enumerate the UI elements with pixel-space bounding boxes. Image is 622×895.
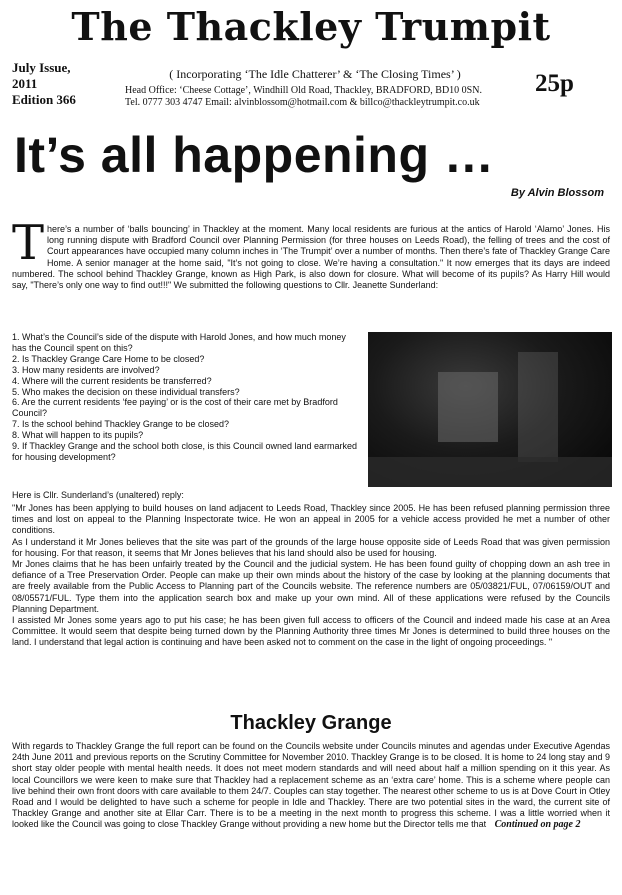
question-item: 5. Who makes the decision on these individual transfers?	[12, 386, 240, 397]
question-item: 6. Are the current residents ‘fee paying’ or is the cost of their care met by Bradford Council?	[12, 397, 338, 419]
contact-details: Tel. 0777 303 4747 Email: alvinblossom@hotmail.com & billco@thackleytrumpit.co.uk	[125, 97, 480, 108]
question-item: 7. Is the school behind Thackley Grange to be closed?	[12, 419, 229, 430]
drop-cap: T	[12, 215, 45, 271]
issue-info	[12, 60, 76, 108]
question-item: 4. Where will the current residents be transferred?	[12, 375, 212, 386]
photo-building-shape	[438, 372, 498, 442]
council-reply	[12, 503, 610, 649]
questions-list	[12, 332, 360, 463]
reply-paragraph: I assisted Mr Jones some years ago to put his case; he has been given full access to officers of the Council and indeed made his case at an Area Committee. It would seem that despite being turned down by the Planning Authority three times Mr Jones is determined to build three houses on the land. I understand that legal action is continuing and have been asked not to comment on the case in the light of ongoing proceedings. "	[12, 615, 610, 648]
reply-label: Here is Cllr. Sunderland’s (unaltered) reply:	[12, 490, 184, 500]
head-office-address: Head Office: ‘Cheese Cottage’, Windhill Old Road, Thackley, BRADFORD, BD10 0SN.	[125, 85, 482, 96]
issue-edition: Edition 366	[12, 92, 76, 107]
question-item: 9. If Thackley Grange and the school both close, is this Council owned land earmarked for housing development?	[12, 441, 358, 462]
photo-ground-shape	[368, 457, 612, 487]
masthead-title: The Thackley Trumpit	[71, 4, 551, 49]
question-item: 8. What will happen to its pupils?	[12, 430, 144, 441]
question-item: 3. How many residents are involved?	[12, 364, 160, 375]
reply-paragraph: "Mr Jones has been applying to build houses on land adjacent to Leeds Road, Thackley since 2005. He has been refused planning permission three times and lost on appeal to the Planning Inspectorate twice. He won an appeal in 2005 for a vehicle access provided he met a number of other conditions.	[12, 503, 610, 536]
question-item: 2. Is Thackley Grange Care Home to be closed?	[12, 353, 205, 364]
article-intro	[12, 215, 610, 291]
grange-text: With regards to Thackley Grange the full report can be found on the Councils website under Councils minutes and agendas under Executive Agendas 24th June 2011 and previous reports on the Scrutiny Committee for November 2010. Thackley Grange is to be closed. It is home to 24 long stay and 9 short stay older people with mental health needs. It does not meet modern standards and will need about half a million spending on it this year. As local Councillors we were keen to make sure that Thackley had a replacement scheme as an ‘extra care’ home. This is a scheme where people can live behind their own front doors with care available to them 24/7. Couples can stay together. The nearest other scheme to us is at Dove Court in Otley Road and I would be delighted to have such a scheme for people in Idle and Thackley. There are two potential sites in the ward, the current site of Thackley Grange and another site at Ellar Carr. There is to be a meeting in the next month to progress this scheme. I was a little worried when it looked like the Council was going to close Thackley Grange without providing a new home but the Director tells me that	[12, 741, 610, 830]
article-byline: By Alvin Blossom	[510, 187, 604, 199]
intro-text: here’s a number of ‘balls bouncing’ in Thackley at the moment. Many local residents are furious at the antics of Harold ‘Alamo’ Jones. His long running dispute with Bradford Council over Planning Permission (for three houses on Leeds Road), the felling of trees and the cost of Court appearances have occupied many column inches in ‘The Trumpit’ over a number of months. Then there’s fate of Thackley Grange Care Home. A senior manager at the home said, "It’s not going to close. We’re having a consultation." It now emerges that its days are indeed numbered. The school behind Thackley Grange, known as High Park, is also down for closure. What will become of its pupils? As Harry Hill would say, "There’s only one way to find out!!!" We submitted the following questions to Cllr. Jeanette Sunderland:	[12, 224, 610, 291]
news-photo	[368, 332, 612, 487]
photo-tree-shape	[518, 352, 558, 462]
masthead-subtitle: ( Incorporating ‘The Idle Chatterer’ & ‘The Closing Times’ )	[169, 67, 461, 81]
reply-paragraph: Mr Jones claims that he has been unfairly treated by the Council and the judicial system. He has been found guilty of chopping down an ash tree in defiance of a Tree Preservation Order. People can make up their own minds about the history of the case by looking at the planning documents that are freely available from the Public Access to Planning part of the Councils website. The reference numbers are 05/03821/FUL, 07/06159/OUT and 08/05571/FUL. Type them into the application search box and make up your own mind. All of these applications were refused by the Councils Planning Department.	[12, 559, 610, 614]
issue-year: 2011	[12, 76, 38, 91]
grange-paragraph	[12, 741, 610, 831]
question-item: 1. What’s the Council’s side of the dispute with Harold Jones, and how much money has the Council spent on this?	[12, 332, 346, 353]
continued-note: Continued on page 2	[494, 819, 581, 831]
issue-month: July Issue,	[12, 60, 71, 75]
reply-paragraph: As I understand it Mr Jones believes that the site was part of the grounds of the large house opposite side of Leeds Road that was given permission for housing. For that reason, it seems that Mr Jones believes that his land should also be used for housing.	[12, 536, 610, 558]
article-headline: It’s all happening …	[14, 127, 495, 183]
section-heading: Thackley Grange	[230, 712, 392, 734]
cover-price: 25p	[535, 70, 574, 97]
